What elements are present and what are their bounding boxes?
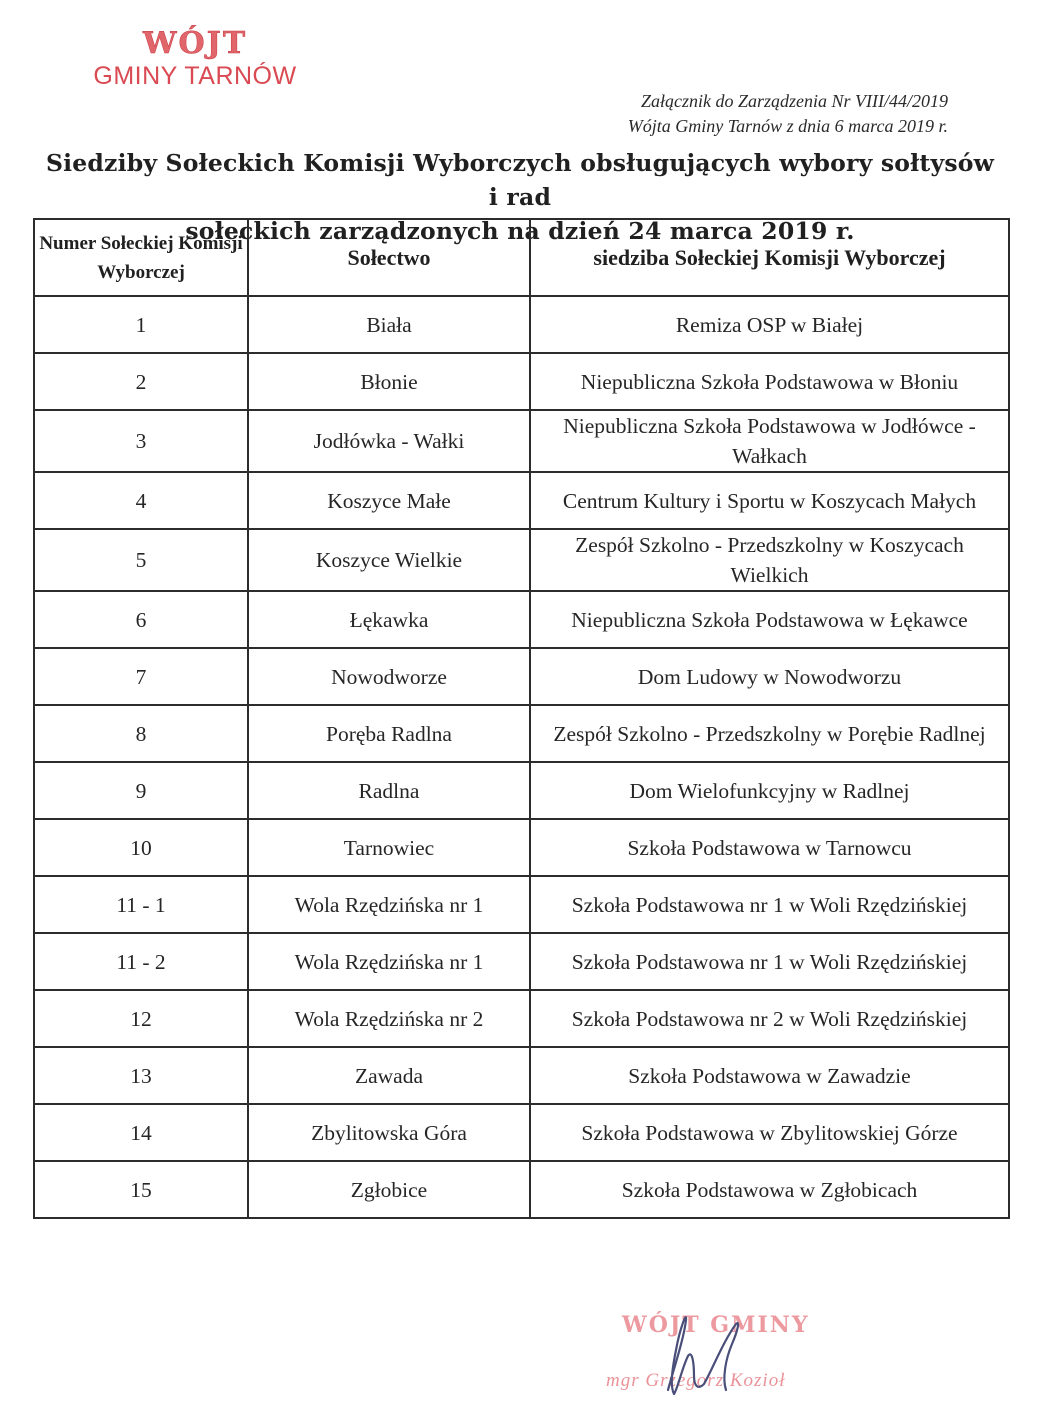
- cell-solectwo: Łękawka: [248, 591, 530, 648]
- cell-solectwo: Wola Rzędzińska nr 1: [248, 876, 530, 933]
- cell-seat: Niepubliczna Szkoła Podstawowa w Łękawce: [530, 591, 1009, 648]
- stamp-line-wojt-gminy: WÓJT GMINY: [622, 1312, 810, 1338]
- table-row: [34, 410, 1009, 472]
- table-row: [34, 1104, 1009, 1161]
- cell-solectwo: Jodłówka - Wałki: [248, 410, 530, 472]
- cell-commission-number: 13: [34, 1047, 248, 1104]
- cell-commission-number: 12: [34, 990, 248, 1047]
- cell-commission-number: 9: [34, 762, 248, 819]
- cell-solectwo: Poręba Radlna: [248, 705, 530, 762]
- annex-line-2: Wójta Gminy Tarnów z dnia 6 marca 2019 r.: [627, 116, 948, 136]
- cell-solectwo: Zgłobice: [248, 1161, 530, 1218]
- cell-seat: Dom Wielofunkcyjny w Radlnej: [530, 762, 1009, 819]
- table-row: [34, 705, 1009, 762]
- cell-seat: Dom Ludowy w Nowodworzu: [530, 648, 1009, 705]
- cell-solectwo: Radlna: [248, 762, 530, 819]
- cell-commission-number: 10: [34, 819, 248, 876]
- cell-solectwo: Koszyce Małe: [248, 472, 530, 529]
- cell-commission-number: 7: [34, 648, 248, 705]
- cell-seat: Szkoła Podstawowa nr 2 w Woli Rzędzińskiej: [530, 990, 1009, 1047]
- table-row: [34, 648, 1009, 705]
- cell-solectwo: Nowodworze: [248, 648, 530, 705]
- cell-seat: Szkoła Podstawowa nr 1 w Woli Rzędzińskiej: [530, 933, 1009, 990]
- stamp-line-wojt: WÓJT: [142, 26, 248, 61]
- table-row: [34, 876, 1009, 933]
- annex-line-1: Załącznik do Zarządzenia Nr VIII/44/2019: [640, 91, 948, 111]
- cell-seat: Zespół Szkolno - Przedszkolny w Koszycach Wielkich: [530, 529, 1009, 591]
- cell-seat: Niepubliczna Szkoła Podstawowa w Błoniu: [530, 353, 1009, 410]
- cell-commission-number: 11 - 2: [34, 933, 248, 990]
- table-header-row: [34, 219, 1009, 296]
- table-row: [34, 591, 1009, 648]
- cell-commission-number: 4: [34, 472, 248, 529]
- wojt-stamp-top: [70, 28, 320, 91]
- cell-seat: Szkoła Podstawowa w Zawadzie: [530, 1047, 1009, 1104]
- cell-seat: Szkoła Podstawowa w Zbylitowskiej Górze: [530, 1104, 1009, 1161]
- table-row: [34, 762, 1009, 819]
- cell-solectwo: Zawada: [248, 1047, 530, 1104]
- cell-commission-number: 14: [34, 1104, 248, 1161]
- table-row: [34, 933, 1009, 990]
- stamp-line-signatory-name: mgr Grzegorz Kozioł: [606, 1370, 786, 1391]
- cell-commission-number: 15: [34, 1161, 248, 1218]
- cell-commission-number: 11 - 1: [34, 876, 248, 933]
- cell-seat: Szkoła Podstawowa w Zgłobicach: [530, 1161, 1009, 1218]
- table-row: [34, 990, 1009, 1047]
- cell-solectwo: Tarnowiec: [248, 819, 530, 876]
- cell-commission-number: 2: [34, 353, 248, 410]
- cell-commission-number: 3: [34, 410, 248, 472]
- cell-solectwo: Koszyce Wielkie: [248, 529, 530, 591]
- cell-solectwo: Zbylitowska Góra: [248, 1104, 530, 1161]
- table-body: [34, 296, 1009, 1218]
- handwritten-signature: [640, 1298, 760, 1403]
- table-row: [34, 353, 1009, 410]
- header-commission-number: Numer Sołeckiej Komisji Wyborczej: [34, 219, 248, 296]
- table-row: [34, 819, 1009, 876]
- table-row: [34, 296, 1009, 353]
- cell-seat: Remiza OSP w Białej: [530, 296, 1009, 353]
- table-row: [34, 529, 1009, 591]
- cell-seat: Zespół Szkolno - Przedszkolny w Porębie Radlnej: [530, 705, 1009, 762]
- title-line-2: sołeckich zarządzonych na dzień 24 marca 2019 r.: [185, 217, 855, 245]
- table-row: [34, 1161, 1009, 1218]
- cell-commission-number: 6: [34, 591, 248, 648]
- stamp-line-gminy-tarnow: GMINY TARNÓW: [93, 62, 297, 90]
- cell-seat: Szkoła Podstawowa nr 1 w Woli Rzędzińskiej: [530, 876, 1009, 933]
- cell-solectwo: Wola Rzędzińska nr 2: [248, 990, 530, 1047]
- annex-note: [628, 89, 948, 139]
- cell-commission-number: 1: [34, 296, 248, 353]
- cell-seat: Centrum Kultury i Sportu w Koszycach Małych: [530, 472, 1009, 529]
- cell-commission-number: 5: [34, 529, 248, 591]
- table-row: [34, 1047, 1009, 1104]
- commissions-table: [33, 218, 1010, 1219]
- header-seat: siedziba Sołeckiej Komisji Wyborczej: [530, 219, 1009, 296]
- header-solectwo: Sołectwo: [248, 219, 530, 296]
- cell-solectwo: Wola Rzędzińska nr 1: [248, 933, 530, 990]
- cell-solectwo: Błonie: [248, 353, 530, 410]
- cell-seat: Niepubliczna Szkoła Podstawowa w Jodłówce - Wałkach: [530, 410, 1009, 472]
- cell-seat: Szkoła Podstawowa w Tarnowcu: [530, 819, 1009, 876]
- cell-solectwo: Biała: [248, 296, 530, 353]
- table-row: [34, 472, 1009, 529]
- cell-commission-number: 8: [34, 705, 248, 762]
- title-line-1: Siedziby Sołeckich Komisji Wyborczych obsługujących wybory sołtysów i rad: [45, 149, 995, 211]
